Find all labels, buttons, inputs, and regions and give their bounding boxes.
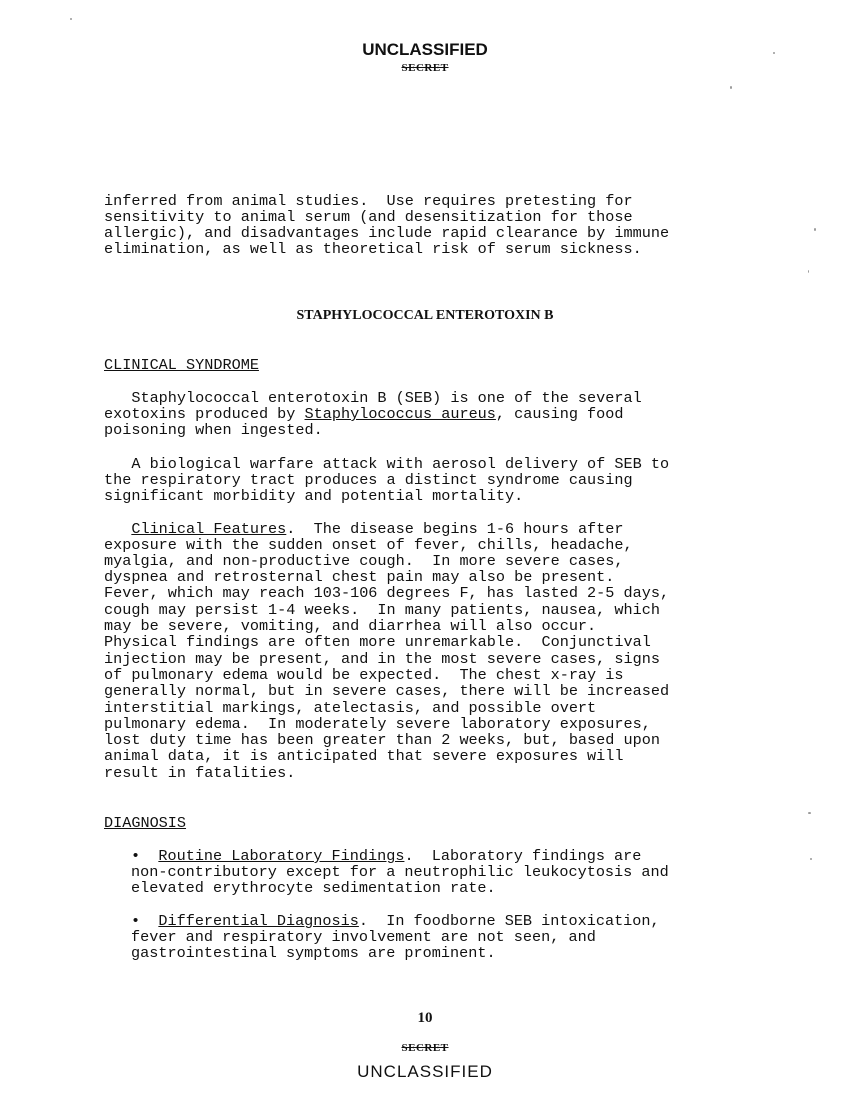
struck-marking-footer: SECRET	[401, 1042, 449, 1054]
para3-line: lost duty time has been greater than 2 weeks, but, based upon	[104, 731, 660, 749]
para3-line: of pulmonary edema would be expected. The chest x-ray is	[104, 666, 624, 684]
para2-line: significant morbidity and potential mortality.	[104, 487, 524, 505]
diagnosis-heading	[104, 815, 744, 831]
scan-speck	[730, 86, 732, 89]
para1-line	[104, 406, 744, 422]
classification-header: UNCLASSIFIED	[362, 40, 488, 59]
para1-line: Staphylococcal enterotoxin B (SEB) is one of the several	[104, 389, 642, 407]
intro-line: elimination, as well as theoretical risk of serum sickness.	[104, 240, 642, 258]
scan-speck	[808, 270, 809, 273]
para3-line: Physical findings are often more unremarkable. Conjunctival	[104, 633, 651, 651]
intro-line: allergic), and disadvantages include rapid clearance by immune	[104, 224, 670, 242]
para2-line: A biological warfare attack with aerosol delivery of SEB to	[104, 455, 670, 473]
text-segment: , causing food	[495, 405, 624, 423]
para3-line: interstitial markings, atelectasis, and possible overt	[104, 699, 597, 717]
scan-speck	[810, 858, 812, 860]
routine-lab-findings-lead-in: Routine Laboratory Findings	[158, 847, 405, 865]
intro-line: sensitivity to animal serum (and desensitization for those	[104, 208, 633, 226]
text-segment: . In foodborne SEB intoxication,	[358, 912, 660, 930]
bullet-line: fever and respiratory involvement are not seen, and	[131, 928, 596, 946]
para3-line: may be severe, vomiting, and diarrhea will also occur.	[104, 617, 597, 635]
para3-line: Fever, which may reach 103-106 degrees F, has lasted 2-5 days,	[104, 584, 670, 602]
bullet-line: gastrointestinal symptoms are prominent.	[131, 944, 496, 962]
section-title: STAPHYLOCOCCAL ENTEROTOXIN B	[296, 308, 554, 323]
intro-line: inferred from animal studies. Use requires pretesting for	[104, 192, 633, 210]
para3-line: animal data, it is anticipated that severe exposures will	[104, 747, 624, 765]
para1-line: poisoning when ingested.	[104, 421, 323, 439]
heading-text: DIAGNOSIS	[104, 814, 187, 832]
para3-line: cough may persist 1-4 weeks. In many patients, nausea, which	[104, 601, 660, 619]
text-segment: . The disease begins 1-6 hours after	[286, 520, 624, 538]
para3-line: dyspnea and retrosternal chest pain may also be present.	[104, 568, 615, 586]
para3-line: pulmonary edema. In moderately severe laboratory exposures,	[104, 715, 651, 733]
differential-diagnosis-lead-in: Differential Diagnosis	[158, 912, 359, 930]
bullet-icon: •	[131, 847, 141, 865]
bullet-icon: •	[131, 912, 141, 930]
struck-marking-header: SECRET	[401, 62, 449, 74]
bullet-line: non-contributory except for a neutrophilic leukocytosis and	[131, 863, 669, 881]
para3-line: exposure with the sudden onset of fever, chills, headache,	[104, 536, 633, 554]
page-number: 10	[417, 1010, 433, 1026]
bullet-first-line	[131, 913, 660, 929]
scan-speck	[773, 52, 775, 54]
clinical-syndrome-heading	[104, 357, 744, 373]
para3-line: generally normal, but in severe cases, there will be increased	[104, 682, 670, 700]
bullet-first-line	[131, 848, 641, 864]
classification-footer: UNCLASSIFIED	[357, 1062, 493, 1081]
para3-line: result in fatalities.	[104, 764, 296, 782]
para3-line: myalgia, and non-productive cough. In more severe cases,	[104, 552, 624, 570]
scan-speck	[814, 228, 816, 231]
para3-first-line	[104, 521, 744, 537]
bullet-line: elevated erythrocyte sedimentation rate.	[131, 879, 496, 897]
para3-line: injection may be present, and in the most severe cases, signs	[104, 650, 660, 668]
para2-line: the respiratory tract produces a distinct syndrome causing	[104, 471, 633, 489]
scan-speck	[808, 812, 811, 814]
text-segment: . Laboratory findings are	[404, 847, 642, 865]
text-segment: exotoxins produced by	[104, 405, 305, 423]
scan-speck	[70, 18, 72, 20]
clinical-features-lead-in: Clinical Features	[131, 520, 287, 538]
organism-name: Staphylococcus aureus	[304, 405, 496, 423]
heading-text: CLINICAL SYNDROME	[104, 356, 259, 374]
